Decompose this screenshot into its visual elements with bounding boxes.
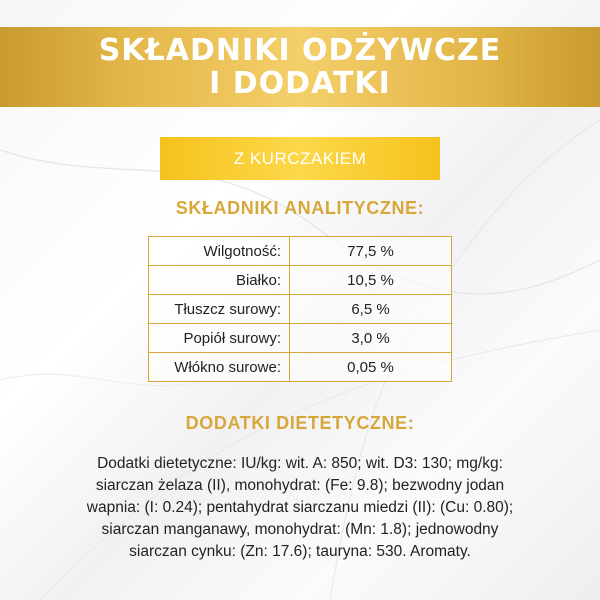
title-line-2: I DODATKI: [209, 66, 391, 101]
nutrient-label: Popiół surowy:: [149, 324, 290, 353]
table-row: [149, 324, 452, 353]
nutrient-label: Białko:: [149, 266, 290, 295]
nutrient-value: 10,5 %: [290, 266, 452, 295]
nutrient-value: 3,0 %: [290, 324, 452, 353]
title-banner: [0, 27, 600, 107]
flavor-badge: Z KURCZAKIEM: [160, 137, 440, 180]
nutrients-table: [148, 236, 452, 382]
table-row: [149, 353, 452, 382]
title-line-1: SKŁADNIKI ODŻYWCZE: [98, 33, 502, 68]
nutrient-label: Wilgotność:: [149, 237, 290, 266]
additives-line: wapnia: (I: 0.24); pentahydrat siarczanu miedzi (II): (Cu: 0.80);: [86, 499, 514, 516]
additives-heading: DODATKI DIETETYCZNE:: [185, 413, 415, 433]
table-row: [149, 295, 452, 324]
additives-text: [30, 453, 570, 563]
additives-line: siarczan żelaza (II), monohydrat: (Fe: 9.8); bezwodny jodan: [95, 477, 505, 494]
nutrient-value: 77,5 %: [290, 237, 452, 266]
additives-line: siarczan cynku: (Zn: 17.6); tauryna: 530. Aromaty.: [129, 543, 471, 560]
nutrient-value: 0,05 %: [290, 353, 452, 382]
additives-line: Dodatki dietetyczne: IU/kg: wit. A: 850; wit. D3: 130; mg/kg:: [97, 455, 503, 472]
table-row: [149, 266, 452, 295]
analytical-heading: SKŁADNIKI ANALITYCZNE:: [175, 198, 425, 218]
table-row: [149, 237, 452, 266]
nutrient-label: Tłuszcz surowy:: [149, 295, 290, 324]
nutrient-value: 6,5 %: [290, 295, 452, 324]
additives-line: siarczan manganawy, monohydrat: (Mn: 1.8); jednowodny: [101, 521, 499, 538]
nutrient-label: Włókno surowe:: [149, 353, 290, 382]
